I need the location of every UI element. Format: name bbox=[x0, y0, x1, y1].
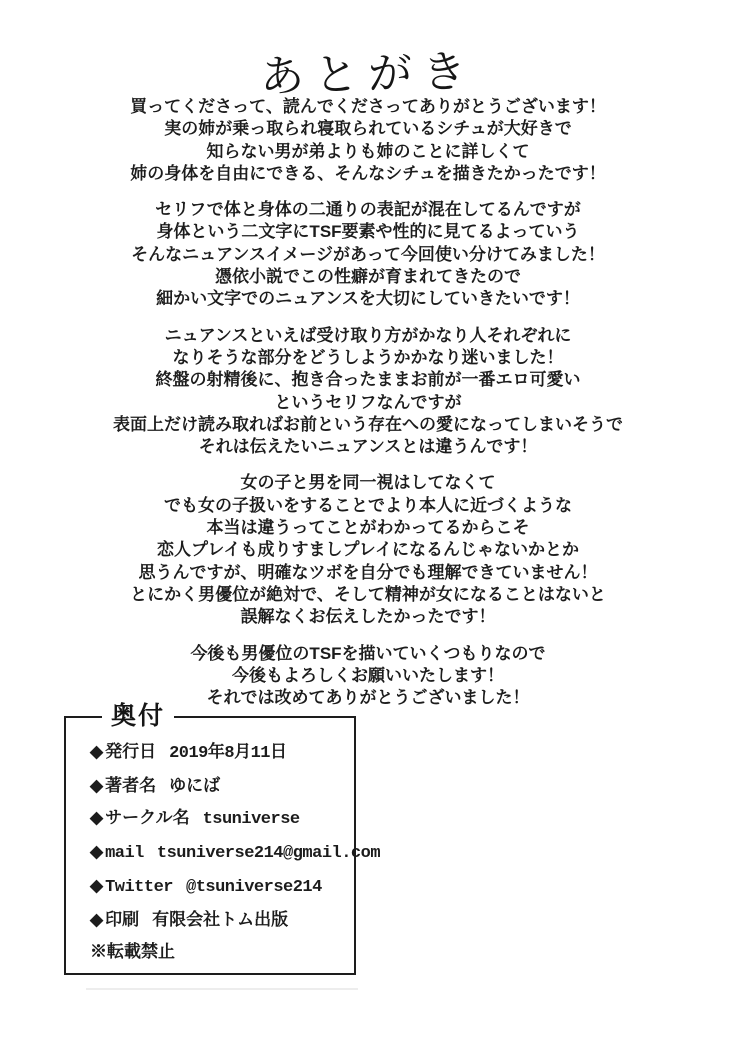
diamond-bullet-icon: ◆ bbox=[90, 876, 104, 895]
afterword-line: 細かい文字でのニュアンスを大切にしていきたいです！ bbox=[156, 289, 580, 309]
afterword-line: 表面上だけ読み取ればお前という存在への愛になってしまいそうで bbox=[113, 414, 623, 434]
colophon-label: サークル名 bbox=[105, 808, 190, 827]
colophon-row-author bbox=[90, 776, 346, 796]
scan-artifact-line bbox=[86, 988, 358, 990]
colophon-value: ゆにば bbox=[169, 776, 221, 795]
afterword-line: 恋人プレイも成りすましプレイになるんじゃないかとか bbox=[157, 540, 579, 560]
afterword-line: 今後もよろしくお願いいたします！ bbox=[232, 665, 504, 685]
diamond-bullet-icon: ◆ bbox=[90, 910, 104, 929]
afterword-body bbox=[0, 96, 736, 709]
afterword-line: というセリフなんですが bbox=[274, 392, 462, 412]
reprint-prohibited-note: ※転載禁止 bbox=[90, 942, 175, 961]
afterword-line: とにかく男優位が絶対で、そして精神が女になることはないと bbox=[130, 584, 606, 604]
afterword-line: ニュアンスといえば受け取り方がかなり人それぞれに bbox=[164, 325, 572, 345]
colophon-row-publish-date bbox=[90, 742, 346, 764]
colophon-value: tsuniverse214@gmail.com bbox=[156, 844, 381, 863]
colophon-value: 2019年8月11日 bbox=[169, 744, 287, 763]
diamond-bullet-icon: ◆ bbox=[90, 742, 104, 761]
afterword-line: 実の姉が乗っ取られ寝取られているシチュが大好きで bbox=[164, 119, 572, 139]
colophon-value: 有限会社トム出版 bbox=[152, 910, 289, 929]
afterword-paragraph-2 bbox=[0, 199, 736, 310]
afterword-line: 知らない男が弟よりも姉のことに詳しくて bbox=[206, 141, 530, 161]
afterword-line: セリフで体と身体の二通りの表記が混在してるんですが bbox=[155, 200, 581, 220]
afterword-line: 憑依小説でこの性癖が育まれてきたので bbox=[215, 267, 521, 287]
afterword-title: あとがき bbox=[259, 47, 477, 102]
afterword-line: そんなニュアンスイメージがあって今回使い分けてみました！ bbox=[131, 244, 605, 264]
afterword-line: 買ってくださって、読んでくださってありがとうございます！ bbox=[130, 97, 606, 116]
colophon-label: mail bbox=[105, 844, 144, 863]
colophon-rows bbox=[66, 718, 381, 962]
afterword-line: 本当は違うってことがわかってるからこそ bbox=[206, 518, 530, 538]
afterword-paragraph-1 bbox=[0, 96, 736, 185]
colophon-row-printer bbox=[90, 910, 346, 930]
afterword-paragraph-4 bbox=[0, 472, 736, 628]
afterword-line: それは伝えたいニュアンスとは違うんです！ bbox=[198, 437, 538, 457]
afterword-line: でも女の子扱いをすることでより本人に近づくような bbox=[164, 495, 572, 515]
colophon-title: 奥付 bbox=[102, 700, 174, 732]
diamond-bullet-icon: ◆ bbox=[90, 776, 104, 795]
colophon-row-twitter bbox=[90, 876, 346, 898]
afterword-line: 身体という二文字にTSF要素や性的に見てるよっていう bbox=[156, 222, 580, 242]
colophon-label: Twitter bbox=[105, 878, 173, 897]
afterword-paragraph-3 bbox=[0, 325, 736, 459]
colophon-row-circle bbox=[90, 808, 346, 830]
afterword-line: 女の子と男を同一視はしてなくて bbox=[240, 473, 496, 493]
afterword-line: 誤解なくお伝えしたかったです！ bbox=[240, 607, 496, 627]
colophon-value: tsuniverse bbox=[202, 810, 300, 829]
diamond-bullet-icon: ◆ bbox=[90, 842, 104, 861]
colophon-label: 著者名 bbox=[105, 776, 157, 795]
afterword-line: 今後も男優位のTSFを描いていくつもりなので bbox=[190, 643, 546, 663]
afterword-line: なりそうな部分をどうしようかかなり迷いました！ bbox=[172, 347, 564, 367]
colophon-value: @tsuniverse214 bbox=[186, 878, 322, 897]
afterword-line: 終盤の射精後に、抱き合ったままお前が一番エロ可愛い bbox=[155, 370, 581, 390]
colophon-label: 印刷 bbox=[105, 910, 140, 929]
diamond-bullet-icon: ◆ bbox=[90, 808, 104, 827]
colophon-label: 発行日 bbox=[105, 742, 157, 761]
afterword-line: それでは改めてありがとうございました！ bbox=[206, 688, 530, 708]
afterword-line: 姉の身体を自由にできる、そんなシチュを描きたかったです！ bbox=[130, 163, 606, 183]
colophon-box bbox=[64, 702, 381, 975]
colophon-row-mail bbox=[90, 842, 381, 864]
afterword-line: 思うんですが、明確なツボを自分でも理解できていません！ bbox=[138, 562, 598, 582]
